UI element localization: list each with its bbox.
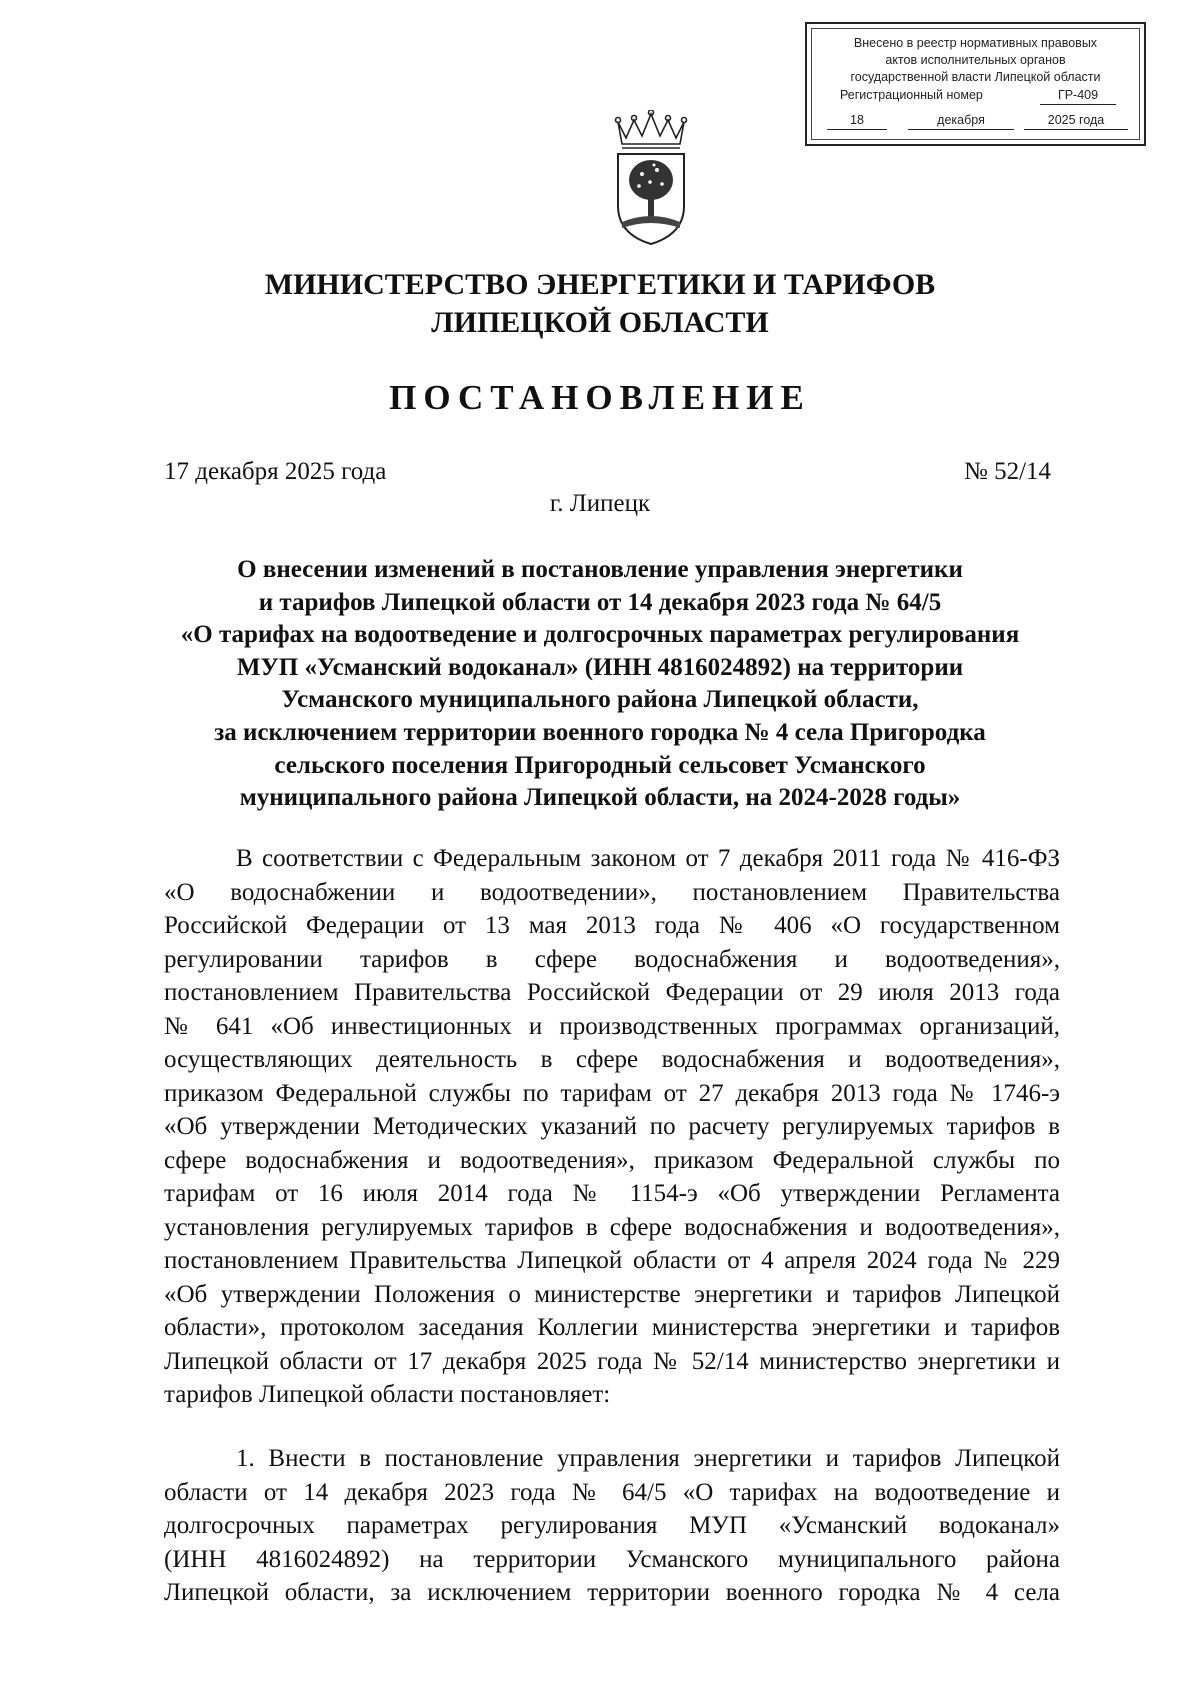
paragraph-line: «О водоснабжении и водоотведении», постановлением Правительства <box>164 878 1060 906</box>
coat-of-arms-icon <box>612 110 690 246</box>
stamp-registration-number: ГР-409 <box>1040 87 1116 105</box>
body-paragraph-item-1 <box>164 1442 1060 1610</box>
paragraph-line: «Об утверждении Методических указаний по расчету регулируемых тарифов в <box>164 1113 1060 1140</box>
document-number: № 52/14 <box>964 458 1052 485</box>
paragraph-line: тарифам от 16 июля 2014 года № 1154-э «Об утверждении Регламента <box>164 1180 1060 1207</box>
paragraph-line: (ИНН 4816024892) на территории Усманского муниципального района <box>164 1545 1060 1573</box>
ministry-name-line-1: МИНИСТЕРСТВО ЭНЕРГЕТИКИ И ТАРИФОВ <box>264 268 936 301</box>
paragraph-line: тарифов Липецкой области постановляет: <box>164 1381 611 1408</box>
document-city: г. Липецк <box>549 490 651 517</box>
registry-stamp <box>805 22 1146 146</box>
subject-line: и тарифов Липецкой области от 14 декабря 2023 года № 64/5 <box>258 588 942 616</box>
paragraph-line: долгосрочных параметрах регулирования МУП «Усманский водоканал» <box>164 1512 1060 1539</box>
stamp-month: декабря <box>908 112 1014 130</box>
paragraph-line: «Об утверждении Положения о министерстве энергетики и тарифов Липецкой <box>164 1280 1060 1308</box>
paragraph-line: области», протоколом заседания Коллегии министерства энергетики и тарифов <box>164 1314 1060 1341</box>
paragraph-line: области от 14 декабря 2023 года № 64/5 «О тарифах на водоотведение и <box>164 1478 1060 1506</box>
paragraph-line: Липецкой области от 17 декабря 2025 года № 52/14 министерство энергетики и <box>164 1347 1060 1375</box>
paragraph-line: Российской Федерации от 13 мая 2013 года № 406 «О государственном <box>164 912 1060 939</box>
subject-line: за исключением территории военного городка № 4 села Пригородка <box>214 718 986 746</box>
stamp-line-3: государственной власти Липецкой области <box>850 70 1101 84</box>
stamp-registration-row <box>812 87 1139 105</box>
paragraph-line: постановлением Правительства Липецкой области от 4 апреля 2024 года № 229 <box>164 1247 1060 1274</box>
stamp-line-2: актов исполнительных органов <box>885 53 1066 67</box>
subject-line: О внесении изменений в постановление управления энергетики <box>237 556 963 583</box>
paragraph-line: Липецкой области, за исключением территории военного городка № 4 села <box>164 1579 1060 1606</box>
body-paragraph-preamble <box>164 842 1060 1412</box>
stamp-registration-label: Регистрационный номер <box>840 88 983 102</box>
registry-stamp-inner <box>811 28 1140 140</box>
subject-line: «О тарифах на водоотведение и долгосрочных параметрах регулирования <box>180 621 1020 649</box>
paragraph-line: приказом Федеральной службы по тарифам от 27 декабря 2013 года № 1746-э <box>164 1079 1060 1107</box>
subject-line: сельского поселения Пригородный сельсовет Усманского <box>274 751 926 779</box>
document-date: 17 декабря 2025 года <box>164 458 387 485</box>
subject-line: муниципального района Липецкой области, на 2024-2028 годы» <box>239 784 961 812</box>
subject-line: МУП «Усманский водоканал» (ИНН 4816024892) на территории <box>236 653 964 681</box>
stamp-year: 2025 года <box>1024 112 1128 130</box>
document-type-title: ПОСТАНОВЛЕНИЕ <box>389 378 811 417</box>
paragraph-line: В соответствии с Федеральным законом от 7 декабря 2011 года № 416-ФЗ <box>236 845 1060 872</box>
paragraph-line: постановлением Правительства Российской Федерации от 29 июля 2013 года <box>164 979 1060 1006</box>
paragraph-line: сфере водоснабжения и водоотведения», приказом Федеральной службы по <box>164 1146 1060 1174</box>
document-subject <box>150 554 1050 815</box>
ministry-name-line-2: ЛИПЕЦКОЙ ОБЛАСТИ <box>431 306 769 339</box>
paragraph-line: осуществляющих деятельность в сфере водоснабжения и водоотведения», <box>164 1046 1060 1073</box>
paragraph-line: регулировании тарифов в сфере водоснабжения и водоотведения», <box>164 945 1060 973</box>
stamp-line-1: Внесено в реестр нормативных правовых <box>853 36 1098 50</box>
subject-line: Усманского муниципального района Липецкой области, <box>281 686 919 714</box>
stamp-date-row <box>812 112 1139 130</box>
paragraph-line: № 641 «Об инвестиционных и производственных программах организаций, <box>164 1012 1060 1040</box>
paragraph-line: установления регулируемых тарифов в сфере водоснабжения и водоотведения», <box>164 1213 1060 1241</box>
ministry-name <box>0 266 1200 342</box>
stamp-day: 18 <box>827 112 887 130</box>
paragraph-line: 1. Внести в постановление управления энергетики и тарифов Липецкой <box>236 1445 1060 1472</box>
